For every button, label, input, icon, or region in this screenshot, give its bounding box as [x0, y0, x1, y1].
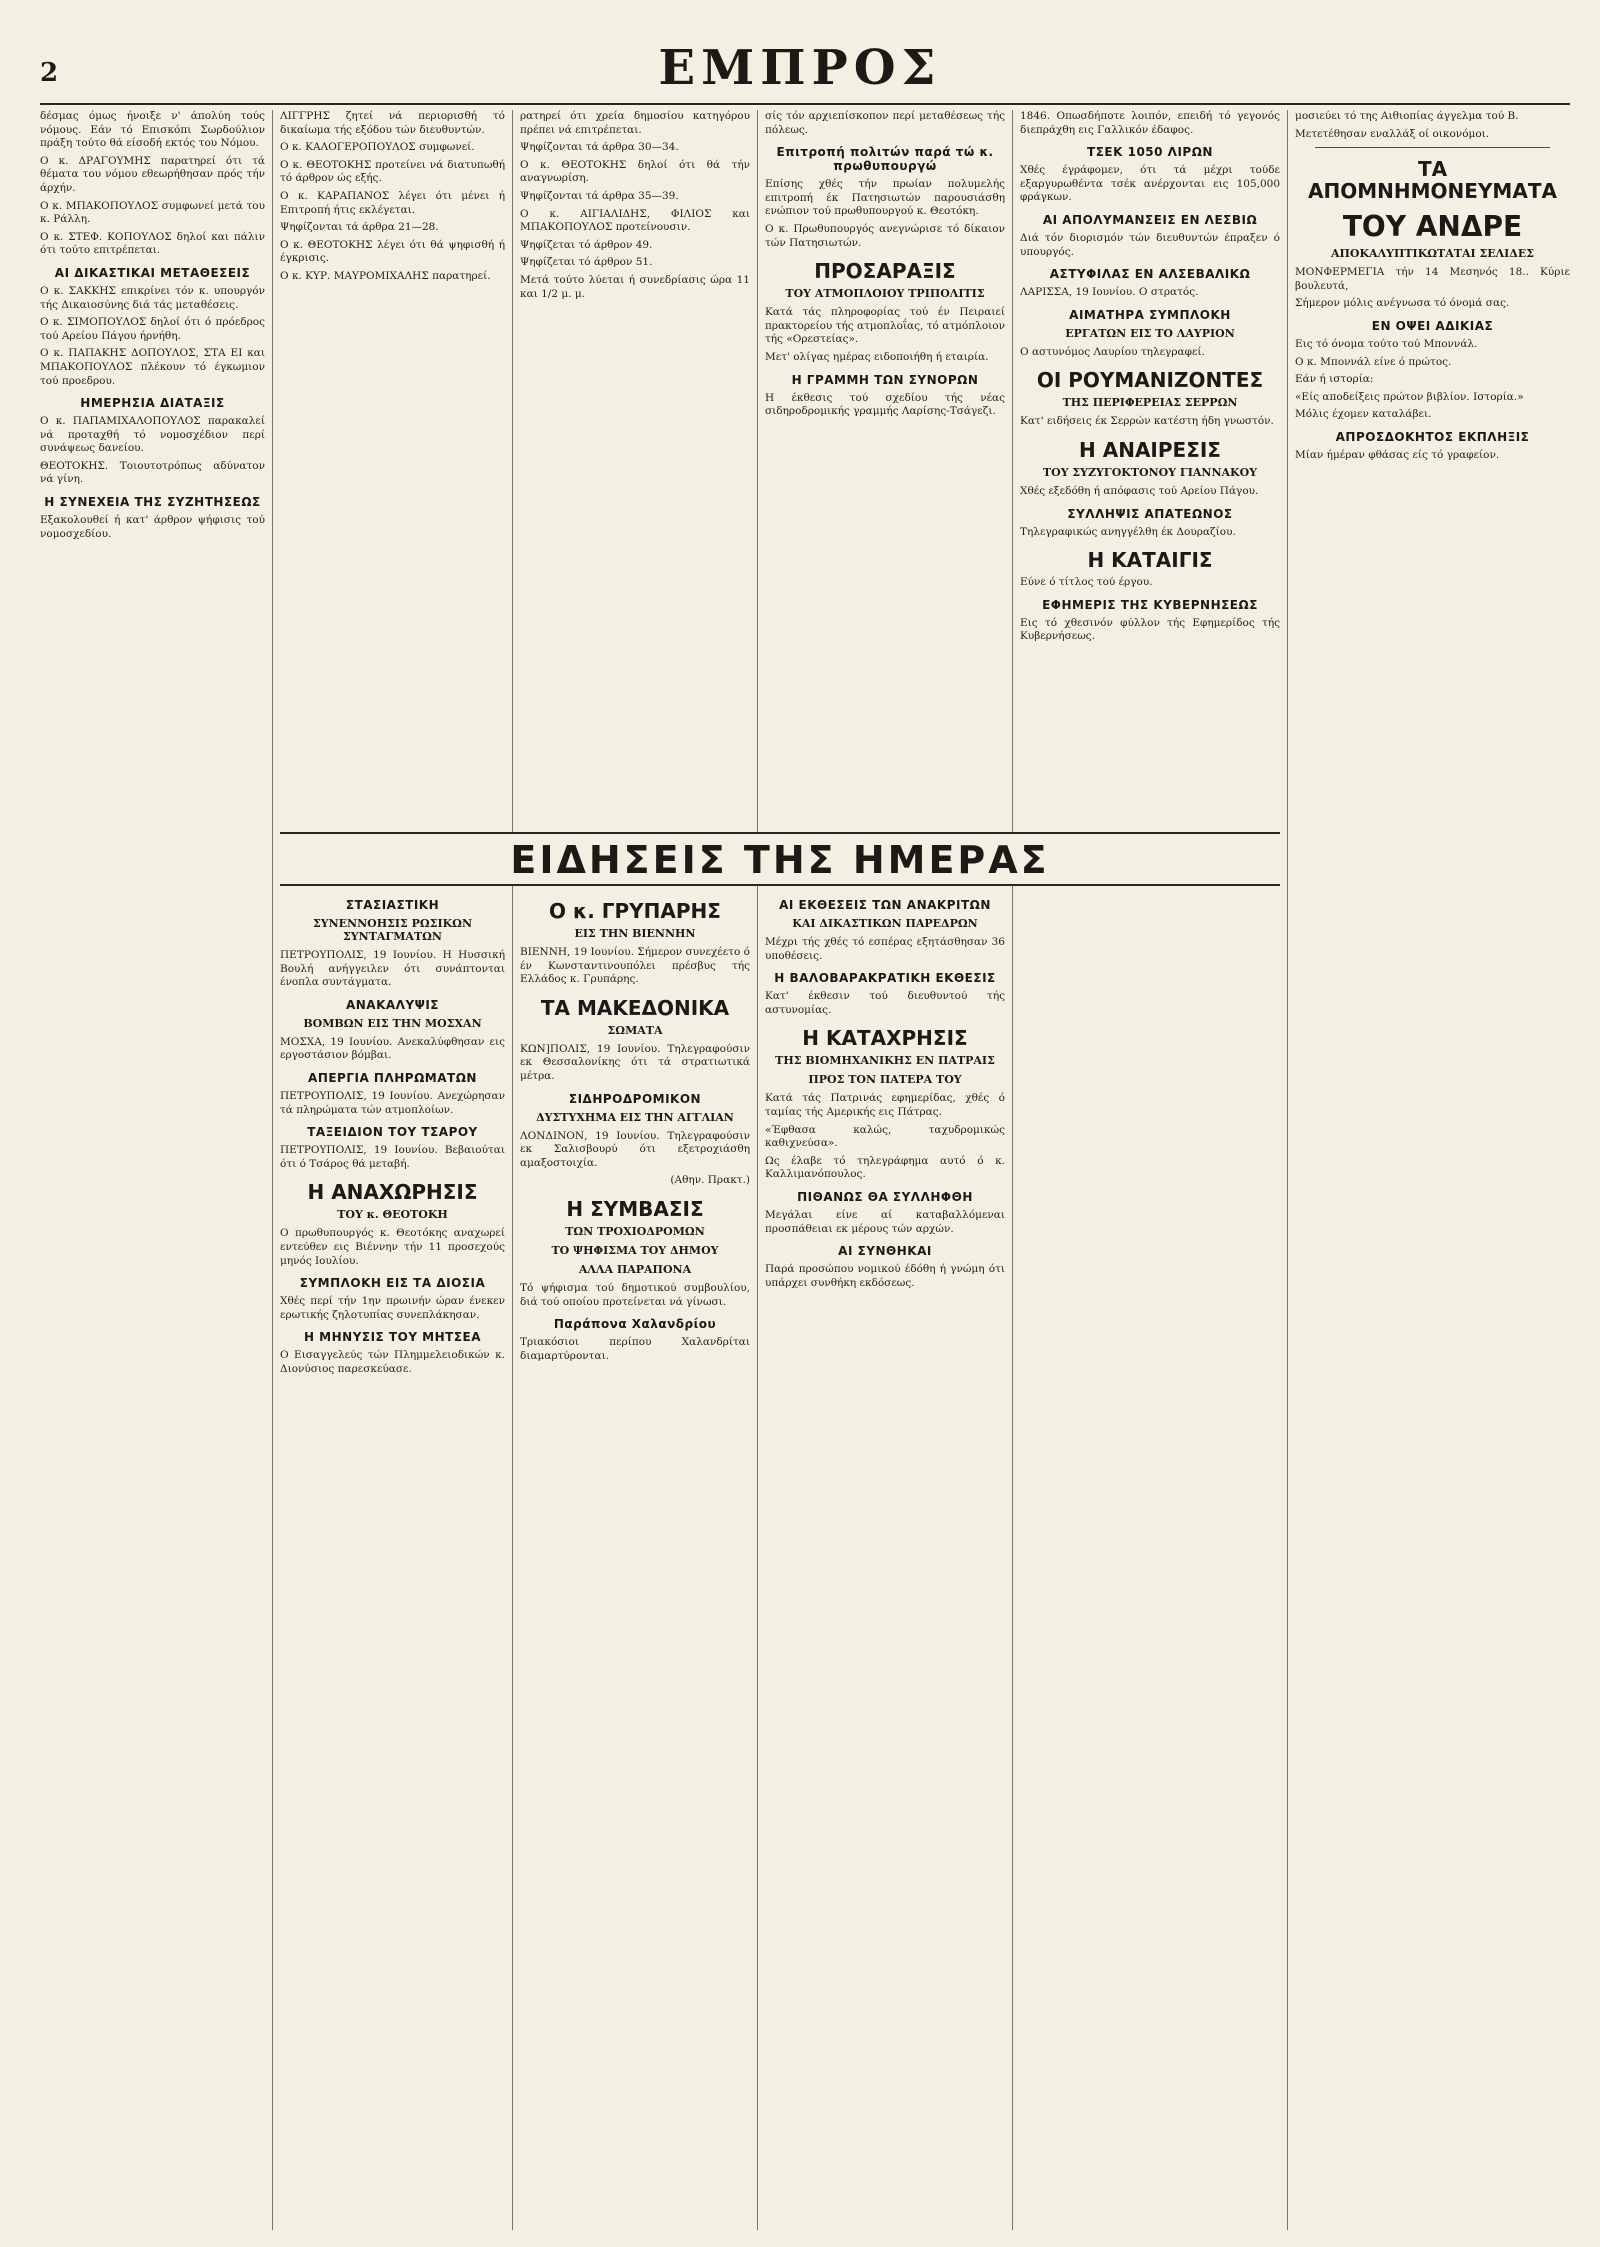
column-6	[1295, 110, 1570, 2230]
section-heading: Η ΣΥΝΕΧΕΙΑ ΤΗΣ ΣΥΖΗΤΗΣΕΩΣ	[44, 495, 261, 510]
section-heading: Η ΓΡΑΜΜΗ ΤΩΝ ΣΥΝΟΡΩΝ	[791, 372, 979, 387]
paragraph: ρατηρεί ότι χρεία δημοσίου κατηγόρου πρέπει νά επιτρέπεται.	[520, 110, 750, 136]
section-heading: ΕΦΗΜΕΡΙΣ ΤΗΣ ΚΥΒΕΡΝΗΣΕΩΣ	[1042, 597, 1258, 612]
paragraph: Μετά τούτο λύεται ή συνεδρίασις ώρα 11 και 1/2 μ. μ.	[520, 273, 750, 300]
section-heading: Η ΒΑΛΟΒΑΡΑΚΡΑΤΙΚΗ ΕΚΘΕΣΙΣ	[774, 971, 996, 986]
section-heading: ΤΟΥ ΑΝΔΡΕ	[1342, 210, 1523, 244]
paragraph: Κατά τάς Πατρινάς εφημερίδας, χθές ό ταμίας τής Αμερικής εις Πάτρας.	[765, 1092, 1005, 1118]
quotation: «Έφθασα καλώς, ταχυδρομικώς καθιχνεύσα».	[765, 1123, 1005, 1150]
section-subheading: ΤΟΥ ΑΤΜΟΠΛΟΙΟΥ ΤΡΙΠΟΛΙΤΙΣ	[785, 287, 985, 301]
section-heading: ΑΙ ΕΚΘΕΣΕΙΣ ΤΩΝ ΑΝΑΚΡΙΤΩΝ	[779, 898, 991, 912]
paragraph: Ο κ. ΔΡΑΓΟΥΜΗΣ παρατηρεί ότι τά θέματα του νόμου εθεωρήθησαν πρός τήν άρχήν.	[40, 154, 265, 194]
column-1	[40, 110, 265, 2230]
section-heading: ΕΝ ΟΨΕΙ ΑΔΙΚΙΑΣ	[1371, 318, 1494, 333]
paragraph: 1846. Οπωσδήποτε λοιπόν, επειδή τό γεγονός διεπράχθη εις Γαλλικόν έδαφος.	[1020, 110, 1280, 136]
paragraph: ΛΑΡΙΣΣΑ, 19 Ιουνίου. Ο στρατός.	[1020, 286, 1199, 299]
paragraph: μοσιεύει τό της Αιθιοπίας άγγελμα τού Β.	[1295, 110, 1519, 122]
paragraph: Επίσης χθές τήν πρωίαν πολυμελής επιτροπή έκ Πατησιωτών παρουσιάσθη ενώπιον τού πρωθυπουργού κ. Θεοτόκη.	[765, 178, 1005, 218]
paragraph: Ο κ. ΠΑΠΑΚΗΣ ΔΟΠΟΥΛΟΣ, ΣΤΑ ΕΙ και ΜΠΑΚΟΠΟΥΛΟΣ πλέκουν τό έγκωμιον τού προεδρου.	[40, 347, 265, 387]
paragraph: ΠΕΤΡΟΥΠΟΛΙΣ, 19 Ιουνίου. Ανεχώρησαν τά πληρώματα τών ατμοπλοίων.	[280, 1089, 505, 1116]
column-2-lower	[280, 890, 505, 2230]
section-subheading: ΔΥΣΤΥΧΗΜΑ ΕΙΣ ΤΗΝ ΑΓΓΛΙΑΝ	[536, 1110, 734, 1124]
section-subheading: ΣΥΝΕΝΝΟΗΣΙΣ ΡΩΣΙΚΩΝ ΣΥΝΤΑΓΜΑΤΩΝ	[312, 917, 473, 943]
section-heading: Η ΑΝΑΧΩΡΗΣΙΣ	[307, 1180, 478, 1205]
column-3-lower	[520, 890, 750, 2230]
paragraph: Μεγάλαι είνε αί καταβαλλόμεναι προσπάθειαι εκ μέρους τών αρχών.	[765, 1208, 1005, 1235]
paragraph: Μετετέθησαν εναλλάξ οί οικονόμοι.	[1295, 127, 1490, 140]
paragraph: Ο κ. ΚΑΛΟΓΕΡΟΠΟΥΛΟΣ συμφωνεί.	[280, 141, 475, 154]
column-3-upper	[520, 110, 750, 830]
paragraph: Εύνε ό τίτλος τού έργου.	[1020, 576, 1153, 589]
paragraph: Εάν ή ιστορία:	[1295, 373, 1374, 386]
paragraph: ΜΟΣΧΑ, 19 Ιουνίου. Ανεκαλύφθησαν εις εργοστάσιον βόμβαι.	[280, 1035, 505, 1062]
section-heading: Η ΣΥΜΒΑΣΙΣ	[566, 1196, 704, 1221]
paragraph: Ο κ. ΘΕΟΤΟΚΗΣ προτείνει νά διατυπωθή τό άρθρον ώς εξής.	[280, 158, 505, 185]
paragraph: δέσμας όμως ήνοιξε ν' άπολύη τούς νόμους. Εάν τό Επισκόπι Σωρδούλιον πράξη τούτο θά είσοδή εκτός του Νόμου.	[40, 110, 265, 150]
source-credit: (Αθην. Πρακτ.)	[670, 1174, 750, 1187]
paragraph: Εις τό όνομα τούτο τού Μποννάλ.	[1295, 337, 1478, 350]
paragraph: Ο κ. ΘΕΟΤΟΚΗΣ δηλοί ότι θά τήν αναγνωρίση.	[520, 158, 750, 185]
newspaper-title: ΕΜΠΡΟΣ	[658, 40, 942, 96]
paragraph: Εξακολουθεί ή κατ' άρθρον ψήφισις τού νομοσχεδίου.	[40, 514, 265, 540]
paragraph: ΛΙΓΓΡΗΣ ζητεί νά περιορισθή τό δικαίωμα τής εξόδου τών διευθυντών.	[280, 110, 505, 136]
paragraph: Ο κ. ΠΑΠΑΜΙΧΑΛΟΠΟΥΛΟΣ παρακαλεί νά προταχθή τό νομοσχέδιον περί συνάψεως δανείου.	[40, 415, 265, 455]
paragraph: Τηλεγραφικώς ανηγγέλθη έκ Δουραζίου.	[1020, 525, 1236, 538]
section-subheading: ΕΙΣ ΤΗΝ ΒΙΕΝΝΗΝ	[574, 927, 696, 940]
column-divider	[1287, 110, 1288, 2230]
section-subheading: ΑΛΛΑ ΠΑΡΑΠΟΝΑ	[578, 1262, 692, 1276]
section-heading: Η ΚΑΤΑΧΡΗΣΙΣ	[802, 1026, 968, 1051]
paragraph: Η έκθεσις τού σχεδίου τής νέας σιδηροδρομικής γραμμής Λαρίσης-Τσάγεζι.	[765, 391, 1005, 418]
paragraph: Κατ' έκθεσιν τού διευθυντού τής αστυνομίας.	[765, 990, 1005, 1016]
paragraph: Ψηφίζονται τά άρθρα 30—34.	[520, 141, 679, 154]
paragraph: Ψηφίζονται τά άρθρα 21—28.	[280, 221, 439, 234]
paragraph: Ο κ. ΚΥΡ. ΜΑΥΡΟΜΙΧΑΛΗΣ παρατηρεί.	[280, 269, 491, 282]
paragraph: ΠΕΤΡΟΥΠΟΛΙΣ, 19 Ιουνίου. Βεβαιούται ότι ό Τσάρος θά μεταβή.	[280, 1144, 505, 1170]
section-heading: Παράπονα Χαλανδρίου	[553, 1317, 717, 1332]
section-heading: ΑΙ ΑΠΟΛΥΜΑΝΣΕΙΣ ΕΝ ΛΕΣΒΙΩ	[1042, 212, 1258, 227]
paragraph: ΠΕΤΡΟΥΠΟΛΙΣ, 19 Ιουνίου. Η Ηυσσική Βουλή ανήγγειλεν ότι συνάπτονται ένοπλα συντάγματα.	[280, 949, 505, 989]
paragraph: ΘΕΟΤΟΚΗΣ. Τοιουτοτρόπως αδύνατον νά γίνη.	[40, 459, 265, 486]
paragraph: Ο αστυνόμος Λαυρίου τηλεγραφεί.	[1020, 345, 1205, 358]
paragraph: Ο κ. Πρωθυπουργός ανεγνώρισε τό δίκαιον τών Πατησιωτών.	[765, 222, 1005, 249]
paragraph: ΜΟΝΦΕΡΜΕΓΙΑ τήν 14 Μεσηνός 18.. Κύριε βουλευτά,	[1295, 266, 1570, 292]
paragraph: Ο Εισαγγελεύς τών Πλημμελειοδικών κ. Διονύσιος παρεσκεύασε.	[280, 1349, 505, 1375]
paragraph: Ψηφίζεται τό άρθρον 51.	[520, 256, 653, 269]
column-divider	[512, 110, 513, 2230]
paragraph: Ο κ. ΣΤΕΦ. ΚΟΠΟΥΛΟΣ δηλοί και πάλιν ότι τούτο επιτρέπεται.	[40, 230, 265, 257]
paragraph: Ο κ. ΣΙΜΟΠΟΥΛΟΣ δηλοί ότι ό πρόεδρος τού Αρείου Πάγου ήρνήθη.	[40, 316, 265, 342]
paragraph: Χθές περί τήν 1ην πρωινήν ώραν ένεκεν ερωτικής ζηλοτυπίας συνεπλάκησαν.	[280, 1295, 505, 1321]
paragraph: Ο κ. ΜΠΑΚΟΠΟΥΛΟΣ συμφωνεί μετά του κ. Ράλλη.	[40, 199, 265, 226]
paragraph: Χθές έγράφομεν, ότι τά μέχρι τούδε εξαργυρωθέντα τσέκ ανέρχονται εις 105,000 φράγκων.	[1020, 164, 1280, 204]
section-heading: ΠΡΟΣΑΡΑΞΙΣ	[814, 259, 956, 284]
paragraph: Ψηφίζεται τό άρθρον 49.	[520, 238, 653, 251]
section-heading: ΤΑ ΜΑΚΕΔΟΝΙΚΑ	[540, 995, 730, 1020]
masthead	[0, 0, 1600, 105]
section-heading: Ο κ. ΓΡΥΠΑΡΗΣ	[549, 899, 721, 923]
paragraph: Τό ψήφισμα τού δημοτικού συμβουλίου, διά τού οποίου προτείνεται νά γίνωσι.	[520, 1281, 750, 1308]
paragraph: Ο κ. ΚΑΡΑΠΑΝΟΣ λέγει ότι μένει ή Επιτροπή ήτις εκλέγεται.	[280, 189, 505, 216]
column-4-upper	[765, 110, 1005, 830]
banner-title: ΕΙΔΗΣΕΙΣ ΤΗΣ ΗΜΕΡΑΣ	[510, 838, 1050, 882]
section-subheading: ΤΟΥ ΣΥΖΥΓΟΚΤΟΝΟΥ ΓΙΑΝΝΑΚΟΥ	[1042, 465, 1258, 479]
column-divider	[1012, 110, 1013, 2230]
column-5	[1020, 110, 1280, 2230]
section-subheading: ΚΑΙ ΔΙΚΑΣΤΙΚΩΝ ΠΑΡΕΔΡΩΝ	[792, 917, 978, 930]
section-heading: ΗΜΕΡΗΣΙΑ ΔΙΑΤΑΞΙΣ	[80, 396, 225, 411]
paragraph: Ο κ. ΣΑΚΚΗΣ επικρίνει τόν κ. υπουργόν τής Δικαιοσύνης διά τάς μεταθέσεις.	[40, 284, 265, 311]
paragraph: Μόλις έχομεν καταλάβει.	[1295, 408, 1432, 421]
paragraph: Εις τό χθεσινόν φύλλον τής Εφημερίδος τής Κυβερνήσεως.	[1020, 616, 1280, 643]
paragraph: ΒΙΕΝΝΗ, 19 Ιουνίου. Σήμερον συνεχέετο ό έν Κωνσταντινουπόλει πρέσβυς τής Ελλάδος κ. Γρυπάρης.	[520, 946, 750, 986]
section-subheading: ΤΗΣ ΠΕΡΙΦΕΡΕΙΑΣ ΣΕΡΡΩΝ	[1062, 396, 1238, 410]
section-heading: ΑΙΜΑΤΗΡΑ ΣΥΜΠΛΟΚΗ	[1069, 307, 1231, 322]
section-heading: ΑΠΕΡΓΙΑ ΠΛΗΡΩΜΑΤΩΝ	[308, 1070, 477, 1085]
paragraph: Μέχρι τής χθές τό εσπέρας εξητάσθησαν 36 υποθέσεις.	[765, 936, 1005, 962]
section-heading: ΤΑ ΑΠΟΜΝΗΜΟΝΕΥΜΑΤΑ	[1308, 157, 1557, 204]
section-heading: ΟΙ ΡΟΥΜΑΝΙΖΟΝΤΕΣ	[1036, 368, 1264, 393]
section-heading: ΑΝΑΚΑΛΥΨΙΣ	[345, 997, 440, 1012]
section-heading: Η ΑΝΑΙΡΕΣΙΣ	[1079, 437, 1221, 462]
section-subheading: ΤΟ ΨΗΦΙΣΜΑ ΤΟΥ ΔΗΜΟΥ	[551, 1243, 719, 1257]
section-heading: ΑΣΤΥΦΙΛΑΣ ΕΝ ΑΛΣΕΒΑΛΙΚΩ	[1049, 267, 1251, 282]
section-heading: ΣΥΛΛΗΨΙΣ ΑΠΑΤΕΩΝΟΣ	[1067, 506, 1233, 521]
section-heading: Η ΚΑΤΑΙΓΙΣ	[1087, 548, 1213, 573]
section-subheading: ΤΟΥ κ. ΘΕΟΤΟΚΗ	[337, 1208, 448, 1222]
section-heading: ΠΙΘΑΝΩΣ ΘΑ ΣΥΛΛΗΦΘΗ	[797, 1189, 973, 1204]
section-subheading: ΣΩΜΑΤΑ	[607, 1023, 663, 1037]
column-2-upper	[280, 110, 505, 830]
paragraph: Κατά τάς πληροφορίας τού έν Πειραιεί πρακτορείου τής ατμοπλοΐας, τό ατμόπλοιον τής «Ορεστείας».	[765, 306, 1005, 346]
section-subheading: ΕΡΓΑΤΩΝ ΕΙΣ ΤΟ ΛΑΥΡΙΟΝ	[1065, 326, 1235, 340]
masthead-rule	[40, 103, 1570, 105]
paragraph: ΚΩΝ]ΠΟΛΙΣ, 19 Ιουνίου. Τηλεγραφούσιν εκ Θεσσαλονίκης ότι τά στρατιωτικά μέτρα.	[520, 1042, 750, 1082]
paragraph: Μετ' ολίγας ημέρας ειδοποιήθη ή εταιρία.	[765, 350, 989, 363]
paragraph: ΛΟΝΔΙΝΟΝ, 19 Ιουνίου. Τηλεγραφούσιν εκ Σαλισβουρύ ότι εξετροχιάσθη αμαξοστοιχία.	[520, 1129, 750, 1169]
paragraph: Παρά προσώπου νομικού έδόθη ή γνώμη ότι υπάρχει συνθήκη εκδόσεως.	[765, 1263, 1005, 1289]
section-heading: ΣΤΑΣΙΑΣΤΙΚΗ	[345, 898, 440, 912]
section-heading: Επιτροπή πολιτών παρά τώ κ. πρωθυπουργώ	[776, 145, 994, 174]
section-subheading: ΑΠΟΚΑΛΥΠΤΙΚΩΤΑΤΑΙ ΣΕΛΙΔΕΣ	[1330, 247, 1534, 261]
paragraph: σίς τόν αρχιεπίσκοπον περί μεταθέσεως τής πόλεως.	[765, 110, 1005, 136]
column-4-lower	[765, 890, 1005, 2230]
section-heading: ΑΠΡΟΣΔΟΚΗΤΟΣ ΕΚΠΛΗΞΙΣ	[1335, 429, 1530, 444]
paragraph: Μίαν ήμέραν φθάσας είς τό γραφείον.	[1295, 448, 1500, 461]
paragraph: Κατ' ειδήσεις έκ Σερρών κατέστη ήδη γνωστόν.	[1020, 415, 1274, 428]
paragraph: Ως έλαβε τό τηλεγράφημα αυτό ό κ. Καλλιμανόπουλος.	[765, 1154, 1005, 1181]
page-number: 2	[40, 58, 59, 88]
paragraph: Τριακόσιοι περίπου Χαλανδρίται διαμαρτύρονται.	[520, 1336, 750, 1362]
paragraph: Σήμερον μόλις ανέγνωσα τό όνομά σας.	[1295, 297, 1510, 310]
section-heading: ΑΙ ΣΥΝΘΗΚΑΙ	[838, 1244, 932, 1259]
column-divider	[272, 110, 273, 2230]
section-subheading: ΤΗΣ ΒΙΟΜΗΧΑΝΙΚΗΣ ΕΝ ΠΑΤΡΑΙΣ	[775, 1054, 995, 1068]
paragraph: Διά τόν διορισμόν τών διευθυντών έπραξεν ό υπουργός.	[1020, 231, 1280, 258]
section-heading: ΑΙ ΔΙΚΑΣΤΙΚΑΙ ΜΕΤΑΘΕΣΕΙΣ	[54, 265, 251, 280]
section-heading: Η ΜΗΝΥΣΙΣ ΤΟΥ ΜΗΤΣΕΑ	[303, 1330, 482, 1345]
section-subheading: ΠΡΟΣ ΤΟΝ ΠΑΤΕΡΑ ΤΟΥ	[808, 1073, 962, 1087]
paragraph: Ο κ. ΑΙΓΙΑΛΙΔΗΣ, ΦΙΛΙΟΣ και ΜΠΑΚΟΠΟΥΛΟΣ προτείνουσιν.	[520, 207, 750, 234]
paragraph: Ο πρωθυπουργός κ. Θεοτόκης αναχωρεί εντεύθεν εις Βιέννην τήν 11 προσεχούς μηνός Ιουλίου.	[280, 1227, 505, 1267]
paragraph: Ο κ. ΘΕΟΤΟΚΗΣ λέγει ότι θά ψηφισθή ή έγκρισις.	[280, 238, 505, 265]
paragraph: «Είς αποδείξεις πρώτον βιβλίον. Ιστορία.»	[1295, 390, 1524, 403]
section-heading: ΤΑΞΕΙΔΙΟΝ ΤΟΥ ΤΣΑΡΟΥ	[307, 1125, 478, 1140]
section-subheading: ΒΟΜΒΩΝ ΕΙΣ ΤΗΝ ΜΟΣΧΑΝ	[303, 1016, 482, 1030]
paragraph: Χθές εξεδόθη ή απόφασις τού Αρείου Πάγου.	[1020, 484, 1259, 497]
column-divider	[757, 110, 758, 2230]
section-heading: ΣΥΜΠΛΟΚΗ ΕΙΣ ΤΑ ΔΙΟΣΙΑ	[299, 1276, 486, 1291]
section-subheading: ΤΩΝ ΤΡΟΧΙΟΔΡΟΜΩΝ	[565, 1224, 705, 1238]
section-heading: ΤΣΕΚ 1050 ΛΙΡΩΝ	[1087, 145, 1213, 160]
divider	[1315, 147, 1550, 148]
paragraph: Ο κ. Μποννάλ είνε ό πρώτος.	[1295, 355, 1452, 368]
section-heading: ΣΙΔΗΡΟΔΡΟΜΙΚΟΝ	[568, 1091, 702, 1106]
paragraph: Ψηφίζονται τά άρθρα 35—39.	[520, 189, 679, 202]
